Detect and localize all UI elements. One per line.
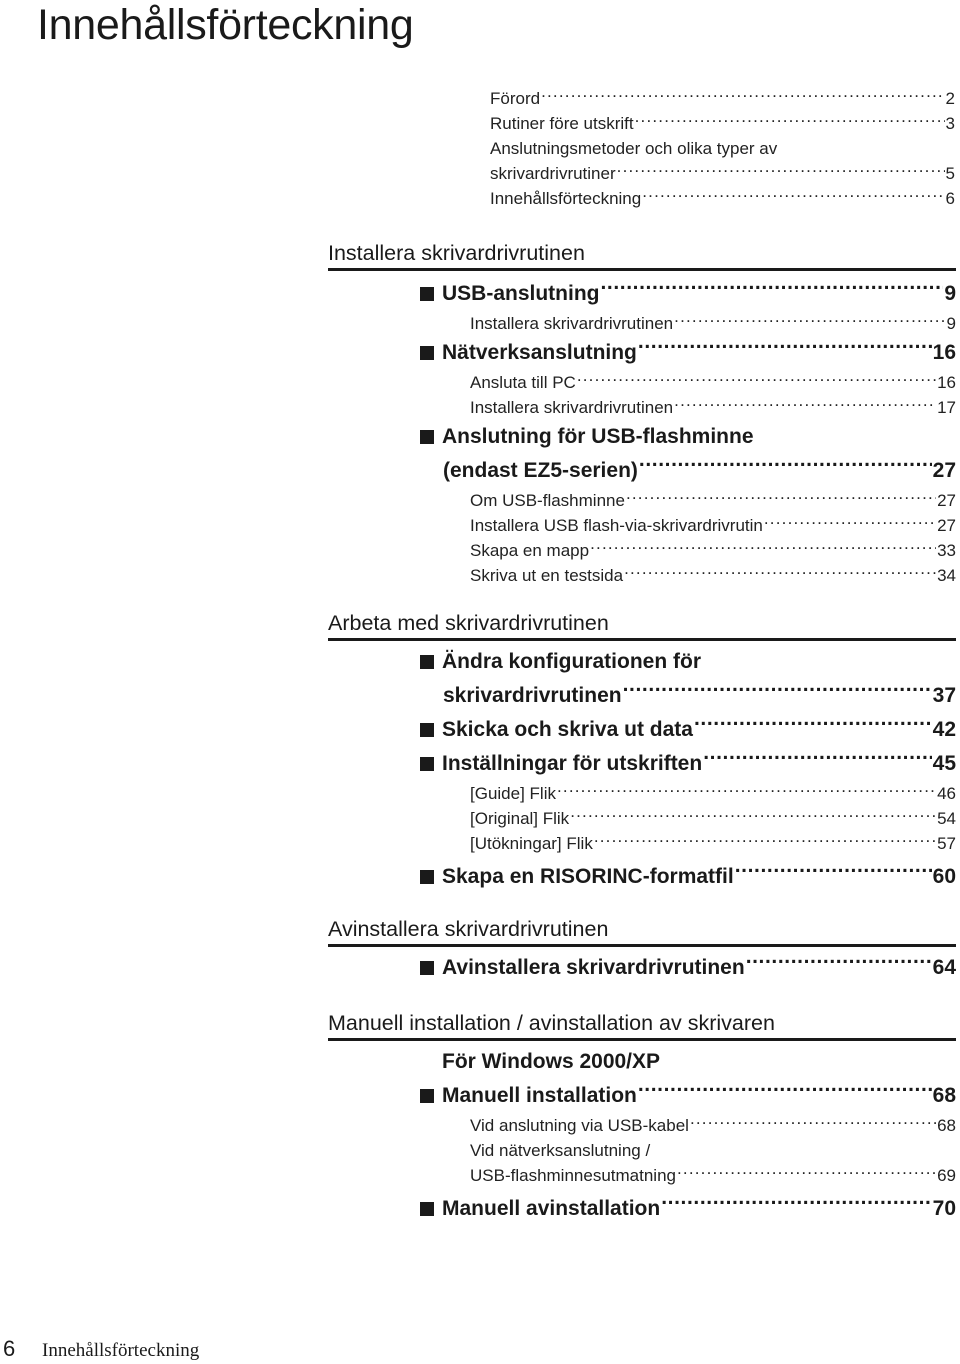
toc-section: [328, 238, 956, 588]
toc-section: [328, 1008, 956, 1226]
toc-entry-page: 33: [937, 541, 956, 560]
bullet-square-icon: [420, 870, 434, 884]
toc-entry-page: 2: [945, 89, 955, 108]
section-subheading: För Windows 2000/XP: [442, 1050, 661, 1073]
toc-entry-title: skrivardrivrutiner: [490, 164, 616, 183]
bullet-square-icon: [420, 757, 434, 771]
toc-entry-page: 27: [937, 491, 956, 510]
toc-group: [443, 277, 956, 588]
toc-group: [443, 1045, 956, 1226]
bullet-square-icon: [420, 430, 434, 444]
section-heading[interactable]: Arbeta med skrivardrivrutinen: [328, 608, 956, 641]
toc-entry-page: 34: [937, 566, 956, 585]
toc-major-title: Skapa en RISORINC-formatfil: [442, 865, 734, 888]
toc-entry-title: USB-flashminnesutmatning: [470, 1166, 676, 1185]
toc-major-page: 9: [944, 282, 956, 305]
dot-leader: [642, 190, 944, 204]
dot-leader: [764, 517, 936, 531]
toc-major-entry[interactable]: [420, 951, 956, 985]
dot-leader: [674, 399, 936, 413]
toc-entry[interactable]: [470, 1113, 956, 1138]
toc-major-title: Avinstallera skrivardrivrutinen: [442, 956, 745, 979]
toc-entry-title-line1: Vid nätverksanslutning /: [470, 1141, 651, 1160]
toc-entry[interactable]: [490, 111, 955, 136]
toc-major-title: Inställningar för utskriften: [442, 752, 703, 775]
dot-leader: [639, 461, 932, 477]
bullet-square-icon: [420, 1202, 434, 1216]
toc-major-title: Manuell installation: [442, 1084, 637, 1107]
toc-major-page: 64: [932, 956, 956, 979]
toc-major-entry[interactable]: [420, 336, 956, 370]
toc-entry-page: 6: [945, 189, 955, 208]
dot-leader: [590, 542, 936, 556]
toc-entry-title: Förord: [490, 89, 541, 108]
footer-page-number: 6: [3, 1336, 16, 1361]
toc-entry[interactable]: [470, 488, 956, 513]
dot-leader: [594, 835, 936, 849]
toc-major-entry[interactable]: [420, 747, 956, 781]
toc-entry-title: Installera skrivardrivrutinen: [470, 314, 674, 333]
toc-major-entry[interactable]: [420, 1079, 956, 1113]
dot-leader: [623, 686, 932, 702]
dot-leader: [703, 754, 931, 770]
bullet-square-icon: [420, 1089, 434, 1103]
toc-major-page: 37: [932, 684, 956, 707]
dot-leader: [638, 1086, 932, 1102]
intro-list: [490, 86, 955, 211]
toc-entry-page: 3: [945, 114, 955, 133]
bullet-square-icon: [420, 961, 434, 975]
bullet-square-icon: [420, 346, 434, 360]
toc-major-entry[interactable]: [420, 713, 956, 747]
toc-major-title: skrivardrivrutinen: [443, 684, 622, 707]
toc-major-title-line1: Ändra konfigurationen för: [442, 650, 701, 673]
toc-major-title-line1: Anslutning för USB-flashminne: [442, 425, 754, 448]
toc-entry-page: 57: [937, 834, 956, 853]
toc-entry-title: Rutiner före utskrift: [490, 114, 634, 133]
dot-leader: [677, 1167, 936, 1181]
page-title: Innehållsförteckning: [37, 1, 414, 49]
toc-major-entry[interactable]: [420, 860, 956, 894]
toc-entry[interactable]: [470, 563, 956, 588]
dot-leader: [690, 1117, 936, 1131]
toc-entry[interactable]: [490, 186, 955, 211]
dot-leader: [694, 720, 932, 736]
toc-entry-page: 46: [937, 784, 956, 803]
section-heading[interactable]: Manuell installation / avinstallation av skrivaren: [328, 1008, 956, 1041]
toc-entry-title: [Guide] Flik: [470, 784, 556, 803]
toc-entry-page: 5: [945, 164, 955, 183]
toc-entry-page: 16: [937, 373, 956, 392]
toc-entry[interactable]: [470, 513, 956, 538]
toc-entry[interactable]: [490, 161, 955, 186]
toc-entry-title: [Utökningar] Flik: [470, 834, 593, 853]
toc-entry[interactable]: [470, 806, 956, 831]
section-heading[interactable]: Installera skrivardrivrutinen: [328, 238, 956, 271]
toc-entry[interactable]: [470, 395, 956, 420]
bullet-square-icon: [420, 287, 434, 301]
toc-entry-title: Om USB-flashminne: [470, 491, 625, 510]
section-heading[interactable]: Avinstallera skrivardrivrutinen: [328, 914, 956, 947]
toc-group: [443, 645, 956, 894]
bullet-square-icon: [420, 655, 434, 669]
toc-entry-title: Vid anslutning via USB-kabel: [470, 1116, 689, 1135]
toc-major-entry[interactable]: [420, 277, 956, 311]
toc-entry-page: 69: [937, 1166, 956, 1185]
dot-leader: [674, 315, 945, 329]
toc-major-page: 42: [932, 718, 956, 741]
dot-leader: [557, 785, 936, 799]
dot-leader: [638, 343, 932, 359]
toc-entry[interactable]: [470, 1163, 956, 1188]
dot-leader: [570, 810, 936, 824]
toc-entry-title: Innehållsförteckning: [490, 189, 642, 208]
toc-entry-title: Installera skrivardrivrutinen: [470, 398, 674, 417]
toc-entry[interactable]: [470, 831, 956, 856]
bullet-square-icon: [420, 723, 434, 737]
toc-section: [328, 914, 956, 985]
toc-major-entry[interactable]: [420, 1192, 956, 1226]
toc-entry-title: Installera USB flash-via-skrivardrivrutin: [470, 516, 763, 535]
dot-leader: [541, 90, 944, 104]
toc-group: [443, 951, 956, 985]
toc-entry[interactable]: [470, 370, 956, 395]
toc-section: [328, 608, 956, 894]
toc-entry-page: 54: [937, 809, 956, 828]
dot-leader: [746, 958, 932, 974]
footer-label: Innehållsförteckning: [42, 1340, 200, 1361]
toc-entry-page: 68: [937, 1116, 956, 1135]
toc-major-title: Skicka och skriva ut data: [442, 718, 693, 741]
toc-entry[interactable]: [470, 781, 956, 806]
toc-major-title: USB-anslutning: [442, 282, 600, 305]
toc-major-entry[interactable]: [443, 679, 956, 713]
dot-leader: [661, 1199, 931, 1215]
toc-entry[interactable]: [470, 538, 956, 563]
toc-entry-page: 17: [937, 398, 956, 417]
toc-major-page: 27: [932, 459, 956, 482]
toc-entry[interactable]: [470, 311, 956, 336]
dot-leader: [735, 867, 932, 883]
toc-major-title: Manuell avinstallation: [442, 1197, 661, 1220]
toc-entry-title-line1: Anslutningsmetoder och olika typer av: [490, 139, 778, 158]
toc-entry-title: Skapa en mapp: [470, 541, 590, 560]
toc-major-entry-line1[interactable]: [420, 420, 956, 454]
toc-major-entry[interactable]: [443, 454, 956, 488]
toc-major-page: 45: [932, 752, 956, 775]
toc-major-page: 68: [932, 1084, 956, 1107]
dot-leader: [635, 115, 945, 129]
toc-entry-title: [Original] Flik: [470, 809, 570, 828]
dot-leader: [601, 284, 944, 300]
toc-major-title: (endast EZ5-serien): [443, 459, 638, 482]
toc-entry-page: 27: [937, 516, 956, 535]
toc-entry-page: 9: [946, 314, 956, 333]
dot-leader: [577, 374, 936, 388]
toc-major-page: 60: [932, 865, 956, 888]
toc-major-page: 16: [932, 341, 956, 364]
toc-entry-title: Skriva ut en testsida: [470, 566, 624, 585]
toc-major-entry-line1[interactable]: [420, 645, 956, 679]
dot-leader: [617, 165, 945, 179]
toc-entry[interactable]: [490, 86, 955, 111]
toc-major-title: Nätverksanslutning: [442, 341, 637, 364]
toc-major-page: 70: [932, 1197, 956, 1220]
dot-leader: [626, 492, 936, 506]
toc-entry-title: Ansluta till PC: [470, 373, 576, 392]
dot-leader: [624, 567, 936, 581]
